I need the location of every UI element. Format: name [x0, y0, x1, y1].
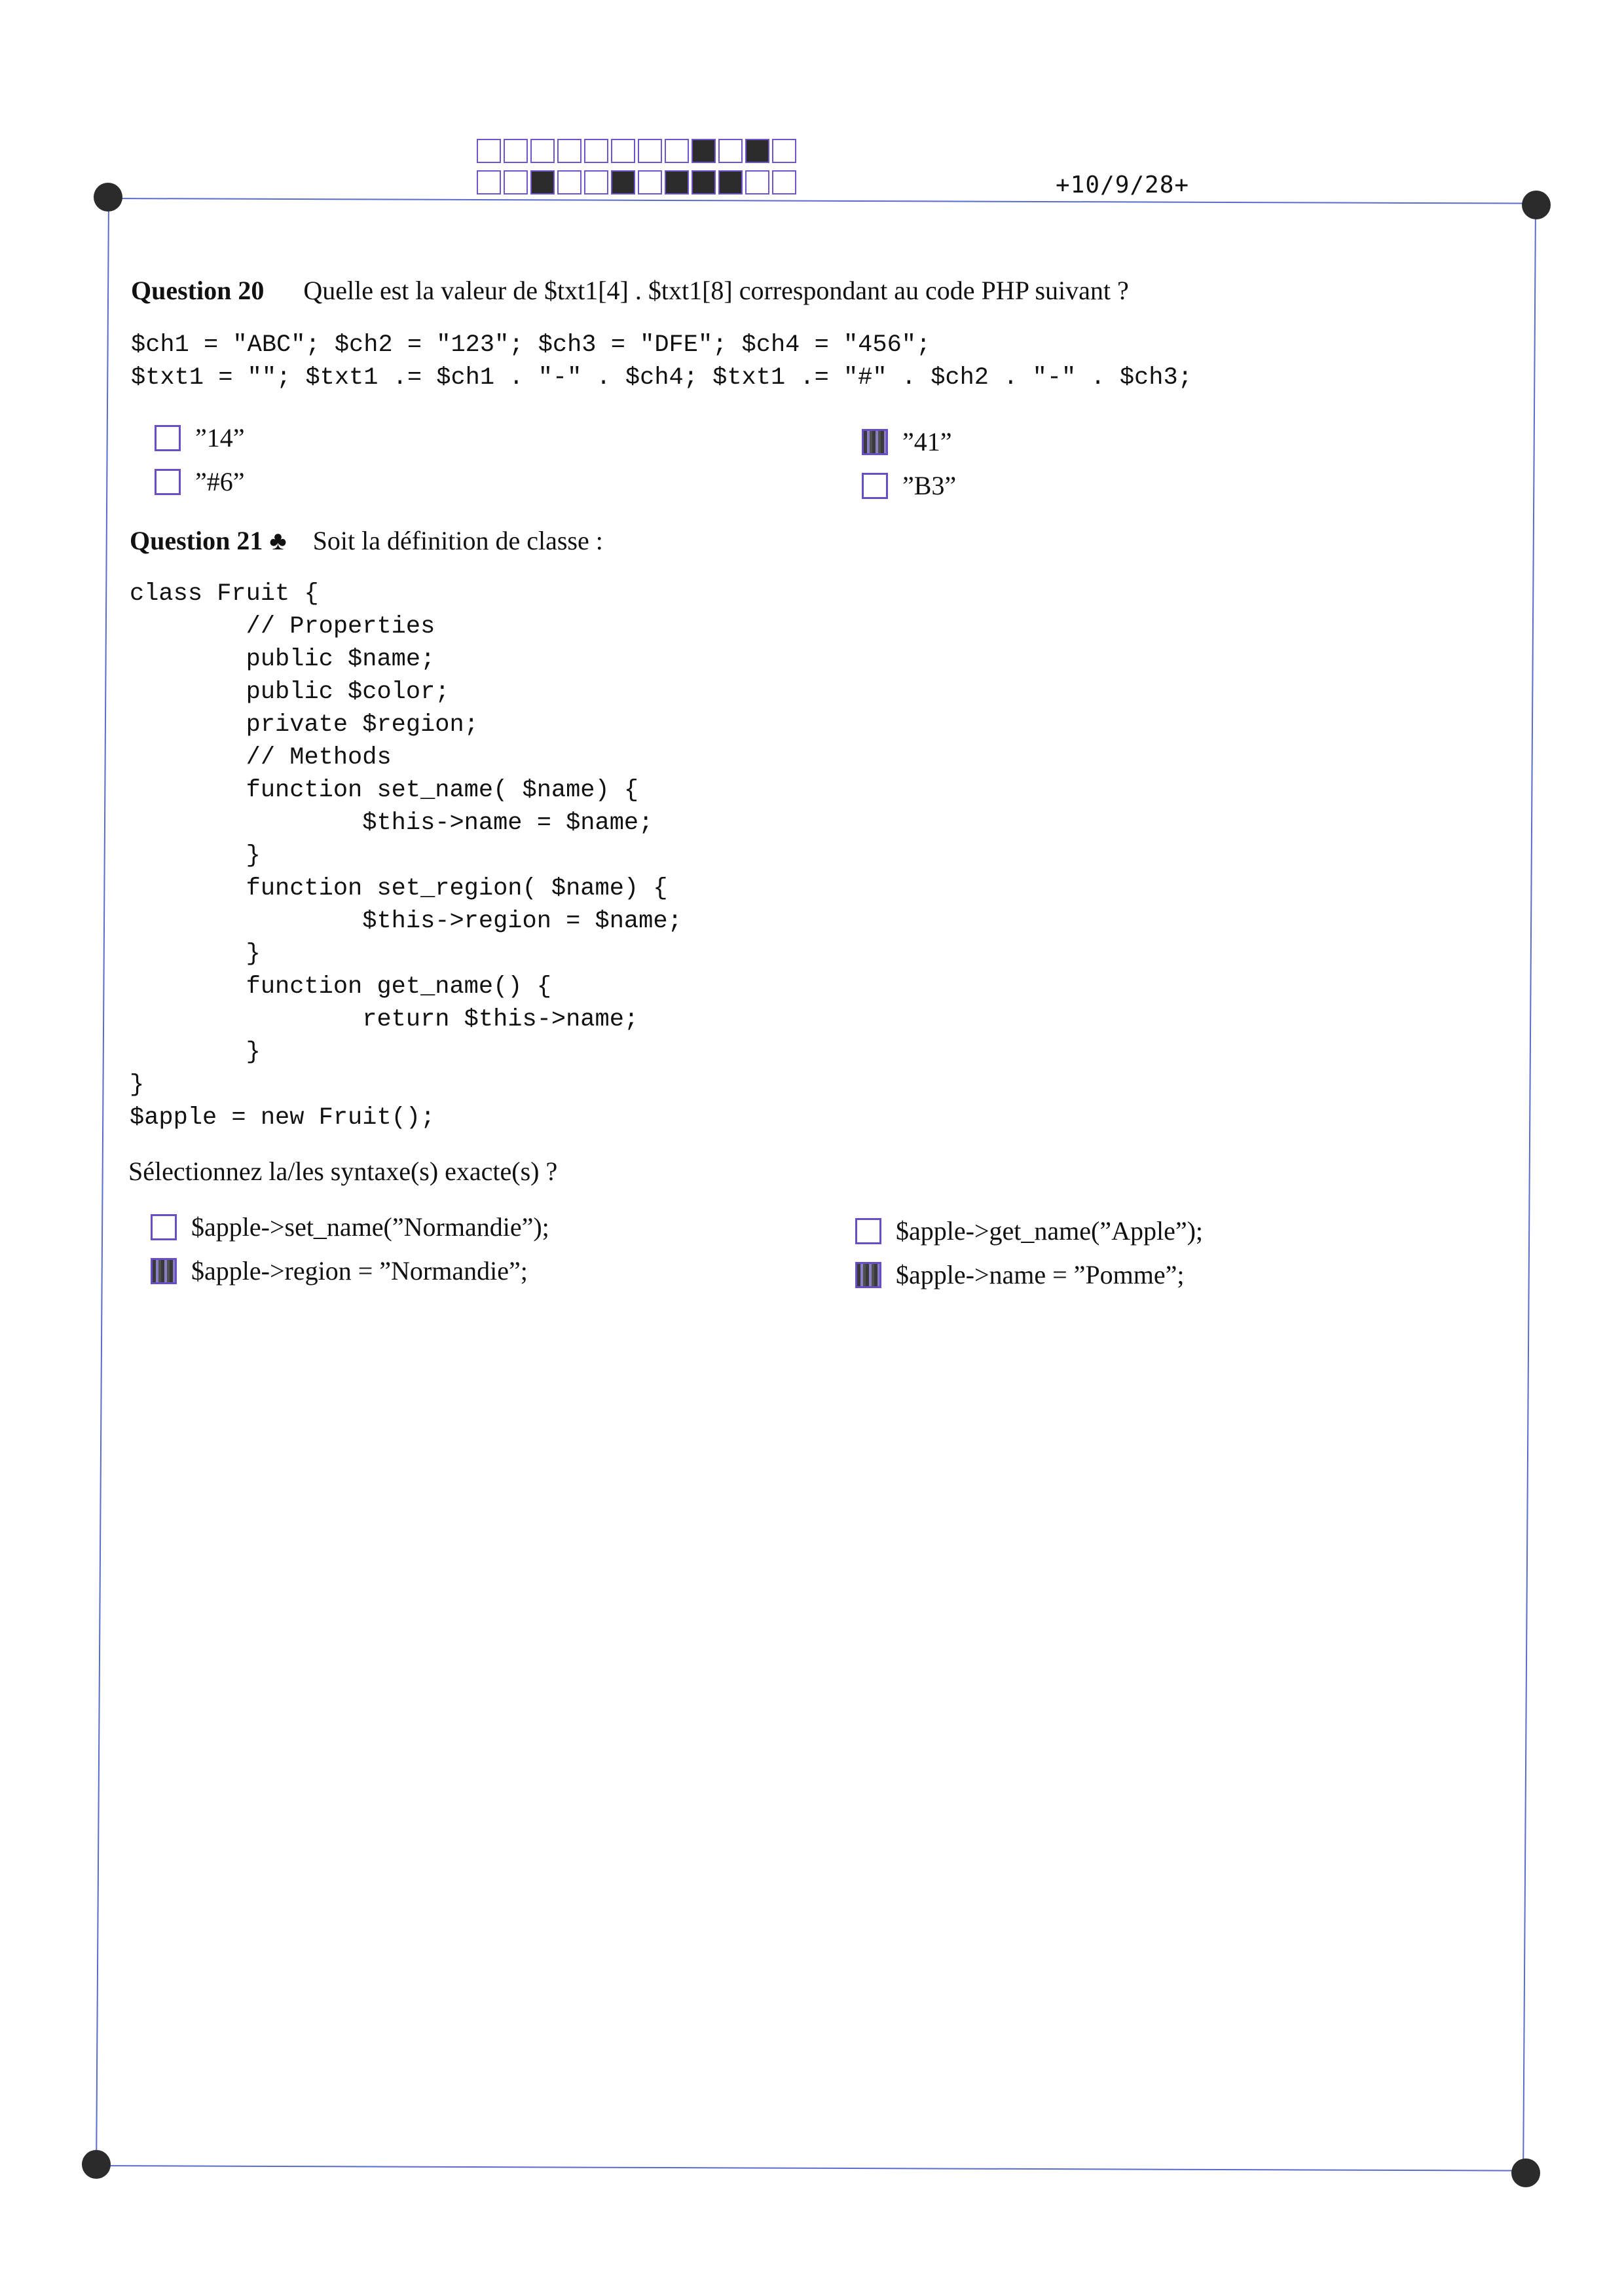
choice-label: $apple->set_name(”Normandie”); — [191, 1212, 549, 1242]
class-code-line: $this->region = $name; — [130, 908, 682, 935]
q21-choice-get-name[interactable] — [855, 1215, 1203, 1246]
code-cell-empty — [557, 139, 581, 163]
choice-label: ”41” — [902, 427, 952, 456]
code-cell-empty — [718, 139, 743, 163]
question-21-heading — [130, 525, 603, 556]
class-code-line: return $this->name; — [130, 1006, 639, 1033]
checkbox[interactable] — [862, 473, 888, 499]
code-cell-empty — [584, 139, 608, 163]
code-cell-empty — [772, 170, 796, 194]
class-code-line: } — [130, 1071, 145, 1099]
code-cell-empty — [665, 139, 689, 163]
class-code-line: $this->name = $name; — [130, 809, 654, 837]
corner-marker-bottom-left — [82, 2150, 111, 2179]
checkbox[interactable] — [151, 1214, 177, 1240]
code-cell-empty — [557, 170, 581, 194]
class-code-line: } — [130, 842, 261, 870]
q21-choice-set-name[interactable] — [151, 1212, 549, 1242]
code-cell-empty — [530, 139, 555, 163]
class-code-line: // Properties — [130, 613, 435, 640]
q20-choice-41[interactable] — [862, 426, 952, 457]
class-code-line: $apple = new Fruit(); — [130, 1104, 435, 1132]
code-cell-filled — [530, 170, 555, 194]
question-20-text: Quelle est la valeur de $txt1[4] . $txt1[8] correspondant au code PHP suivant ? — [303, 276, 1129, 305]
checkbox[interactable] — [855, 1218, 881, 1244]
question-20-label: Question 20 — [131, 276, 265, 305]
choice-label: ”B3” — [902, 471, 957, 500]
code-cell-empty — [638, 139, 662, 163]
question-21-prompt: Sélectionnez la/les syntaxe(s) exacte(s) ? — [128, 1157, 558, 1186]
code-cell-filled — [692, 139, 716, 163]
frame-left-line — [96, 198, 109, 2165]
corner-marker-top-right — [1522, 191, 1551, 219]
frame-bottom-line — [96, 2165, 1527, 2172]
choice-label: $apple->name = ”Pomme”; — [896, 1260, 1185, 1289]
code-cell-filled — [692, 170, 716, 194]
checkbox[interactable] — [155, 425, 181, 451]
question-20-code-line: $ch1 = "ABC"; $ch2 = "123"; $ch3 = "DFE"; $ch4 = "456"; — [131, 331, 931, 359]
checkbox-checked[interactable] — [151, 1258, 177, 1284]
frame-top-line — [108, 198, 1536, 204]
class-code-line: class Fruit { — [130, 580, 319, 608]
code-cell-empty — [477, 139, 501, 163]
code-cell-empty — [611, 139, 635, 163]
question-21-label: Question 21 ♣ — [130, 526, 287, 555]
choice-label: ”14” — [195, 423, 245, 453]
corner-marker-bottom-right — [1511, 2158, 1540, 2187]
code-cell-filled — [745, 139, 769, 163]
question-21-text: Soit la définition de classe : — [312, 526, 603, 555]
class-code-line: function set_region( $name) { — [130, 875, 668, 902]
class-code-line: public $color; — [130, 678, 450, 706]
code-cell-empty — [745, 170, 769, 194]
code-cell-empty — [477, 170, 501, 194]
choice-label: $apple->get_name(”Apple”); — [896, 1216, 1204, 1246]
class-code-line: } — [130, 1039, 261, 1066]
corner-marker-top-left — [94, 183, 122, 212]
q21-choice-name[interactable] — [855, 1259, 1185, 1290]
class-code-line: function get_name() { — [130, 973, 551, 1001]
code-cell-filled — [718, 170, 743, 194]
page-id: +10/9/28+ — [1056, 172, 1190, 198]
q21-choice-region[interactable] — [151, 1255, 528, 1286]
checkbox-checked[interactable] — [855, 1262, 881, 1288]
code-cell-empty — [504, 139, 528, 163]
class-code-line: } — [130, 940, 261, 968]
frame-right-line — [1522, 204, 1536, 2172]
q20-choice-hash6[interactable] — [155, 466, 245, 497]
q20-choice-14[interactable] — [155, 422, 245, 453]
class-code-line: function set_name( $name) { — [130, 777, 639, 804]
code-cell-empty — [504, 170, 528, 194]
checkbox[interactable] — [155, 469, 181, 495]
q20-choice-b3[interactable] — [862, 470, 956, 501]
choice-label: ”#6” — [195, 467, 245, 496]
class-code-line: // Methods — [130, 744, 392, 771]
code-cell-filled — [665, 170, 689, 194]
question-20-code-line: $txt1 = ""; $txt1 .= $ch1 . "-" . $ch4; $txt1 .= "#" . $ch2 . "-" . $ch3; — [131, 364, 1192, 392]
code-cell-empty — [638, 170, 662, 194]
class-code-line: public $name; — [130, 646, 435, 673]
page-code-row-bottom — [477, 170, 796, 194]
code-cell-filled — [611, 170, 635, 194]
question-20-heading — [131, 275, 1129, 306]
choice-label: $apple->region = ”Normandie”; — [191, 1256, 528, 1286]
code-cell-empty — [584, 170, 608, 194]
page-code-row-top — [477, 139, 796, 163]
class-code-line: private $region; — [130, 711, 479, 739]
code-cell-empty — [772, 139, 796, 163]
checkbox-checked[interactable] — [862, 429, 888, 455]
